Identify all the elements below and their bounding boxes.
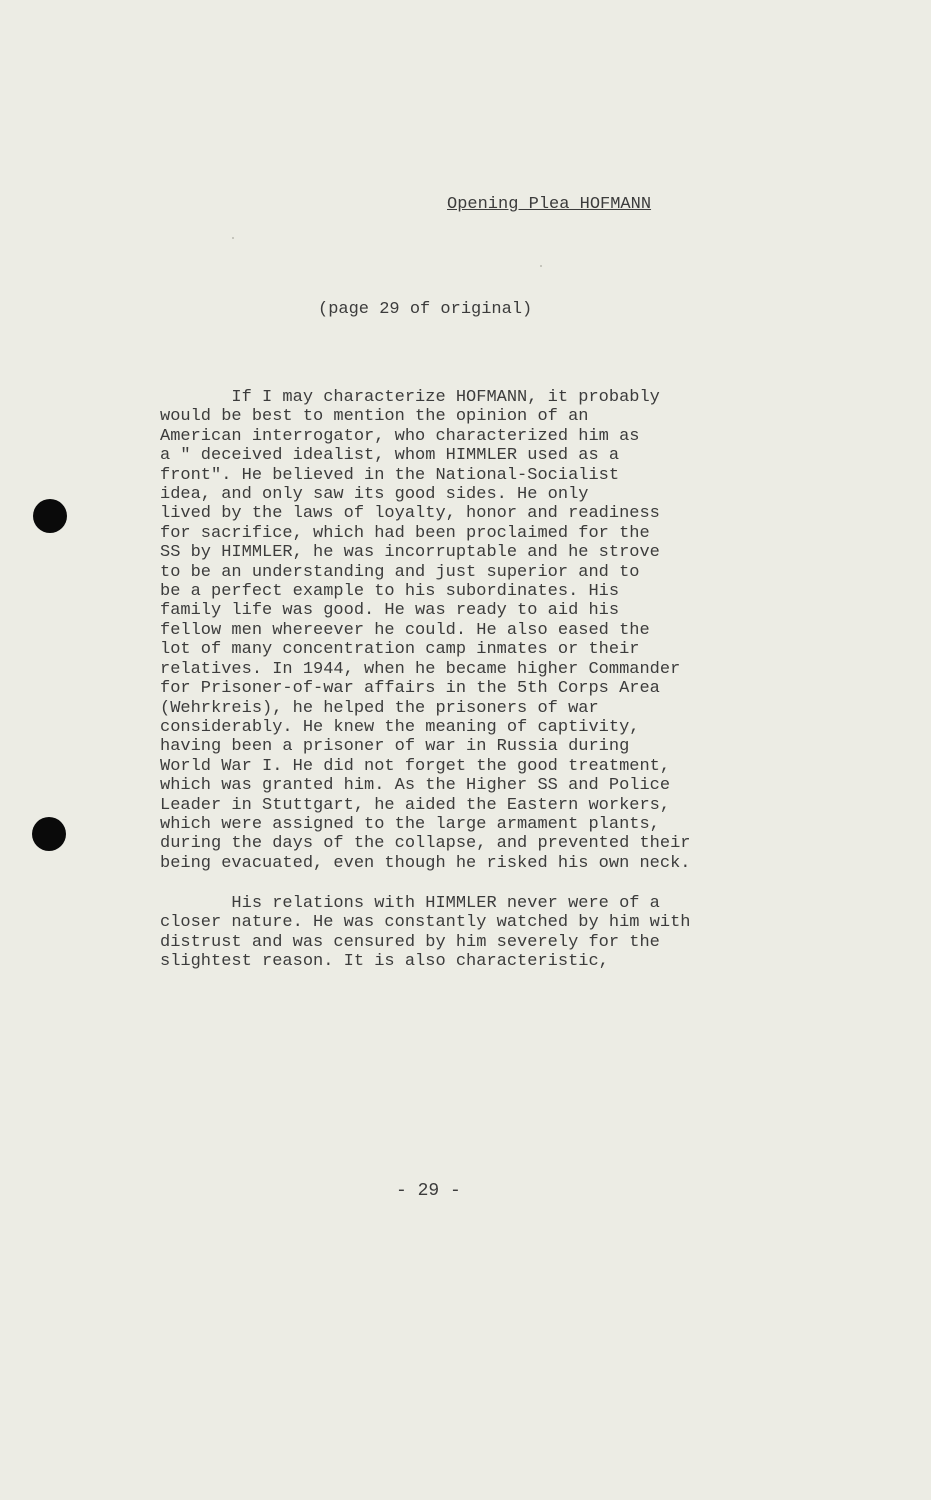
text-line: would be best to mention the opinion of an [160, 407, 589, 427]
text-line: being evacuated, even though he risked his own neck. [160, 853, 691, 873]
page-header-title: Opening Plea HOFMANN [447, 195, 652, 214]
text-line: idea, and only saw its good sides. He only [160, 485, 589, 505]
text-line: lived by the laws of loyalty, honor and readiness [160, 504, 660, 524]
text-line: American interrogator, who characterized him as [160, 426, 640, 446]
body-paragraph-1 [160, 388, 800, 873]
text-line: for Prisoner-of-war affairs in the 5th Corps Area [160, 679, 660, 699]
text-line: having been a prisoner of war in Russia during [160, 737, 630, 757]
page-number: - 29 - [396, 1181, 461, 1201]
text-line: lot of many concentration camp inmates or their [160, 640, 640, 660]
text-line: relatives. In 1944, when he became higher Commander [160, 659, 681, 679]
paper-speck [540, 265, 542, 267]
text-line: closer nature. He was constantly watched by him with [160, 913, 691, 933]
text-line: which were assigned to the large armament plants, [160, 814, 660, 834]
text-line: World War I. He did not forget the good treatment, [160, 756, 671, 776]
text-line: (Wehrkreis), he helped the prisoners of war [160, 698, 599, 718]
text-line: be a perfect example to his subordinates. His [160, 582, 620, 602]
text-line: Leader in Stuttgart, he aided the Eastern workers, [160, 795, 671, 815]
text-line: for sacrifice, which had been proclaimed for the [160, 523, 650, 543]
text-line: fellow men whereever he could. He also eased the [160, 620, 650, 640]
text-line: family life was good. He was ready to aid his [160, 601, 620, 621]
text-line: a " deceived idealist, whom HIMMLER used as a [160, 446, 620, 466]
text-line: considerably. He knew the meaning of captivity, [160, 717, 640, 737]
text-line: SS by HIMMLER, he was incorruptable and he strove [160, 543, 660, 563]
text-line: during the days of the collapse, and prevented their [160, 834, 691, 854]
text-line: If I may characterize HOFMANN, it probably [160, 388, 660, 407]
body-paragraph-2 [160, 894, 800, 972]
original-page-reference: (page 29 of original) [318, 300, 533, 319]
text-line: His relations with HIMMLER never were of a [160, 894, 660, 913]
text-line: which was granted him. As the Higher SS and Police [160, 776, 671, 796]
text-line: distrust and was censured by him severely for the [160, 932, 660, 952]
text-line: slightest reason. It is also characteristic, [160, 952, 609, 972]
text-line: to be an understanding and just superior and to [160, 562, 640, 582]
punch-hole [33, 499, 67, 533]
punch-hole [32, 817, 66, 851]
paper-speck [232, 237, 234, 239]
text-line: front". He believed in the National-Socialist [160, 465, 620, 485]
